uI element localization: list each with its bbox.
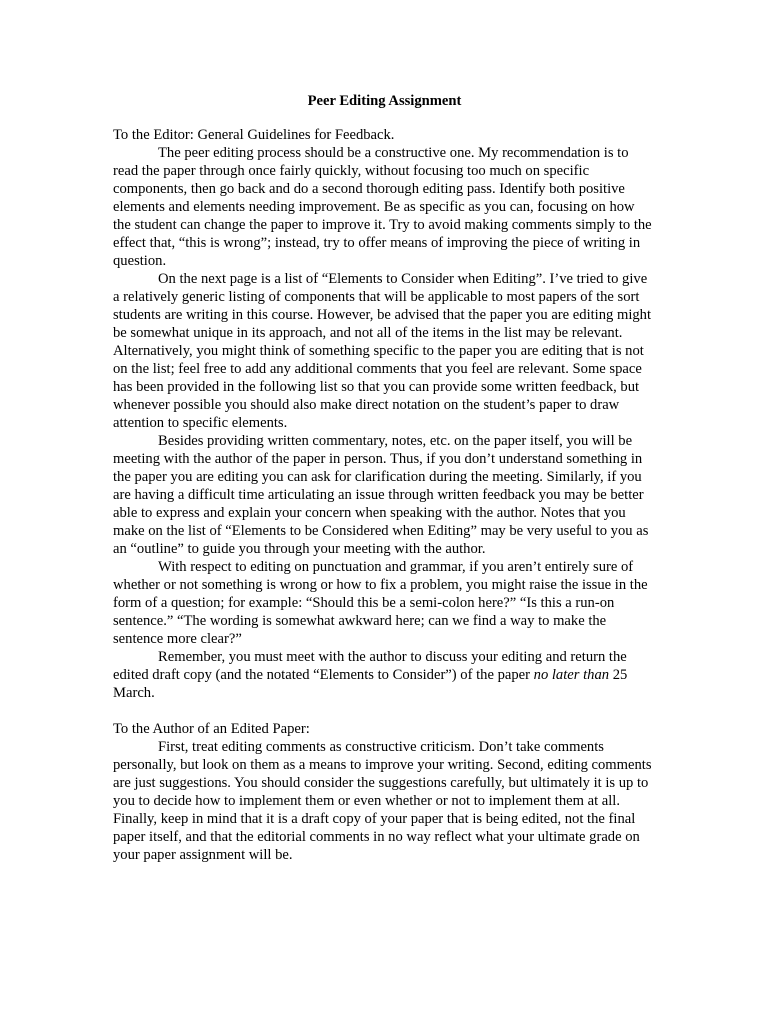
deadline-text-after: 25 March. xyxy=(113,667,628,701)
editor-paragraph-4: With respect to editing on punctuation and grammar, if you aren’t entirely sure of whether or not something is wrong or how to fix a problem, you might raise the issue in the form of a question; for example: “Should this be a semi-colon here?” “Is this a run-on sentence.” “The wording is somewhat awkward here; can we find a way to make the sentence more clear?” xyxy=(113,559,648,647)
deadline-emphasis: no later than xyxy=(533,667,610,683)
author-section xyxy=(113,720,656,864)
author-section-heading: To the Author of an Edited Paper: xyxy=(113,721,310,737)
editor-paragraph-1: The peer editing process should be a constructive one. My recommendation is to read the paper through once fairly quickly, without focusing too much on specific components, then go back and do a second thorough editing pass. Identify both positive elements and elements needing improvement. Be as specific as you can, focusing on how the student can change the paper to improve it. Try to avoid making comments simply to the effect that, “this is wrong”; instead, try to offer means of improving the piece of writing in question. xyxy=(113,145,652,269)
section-spacer xyxy=(113,702,656,720)
editor-paragraph-5 xyxy=(113,648,656,702)
editor-paragraph-2: On the next page is a list of “Elements to Consider when Editing”. I’ve tried to give a relatively generic listing of components that will be applicable to most papers of the sort students are writing in this course. However, be advised that the paper you are editing might be somewhat unique in its approach, and not all of the items in the list may be relevant. Alternatively, you might think of something specific to the paper you are editing that is not on the list; feel free to add any additional comments that you feel are relevant. Some space has been provided in the following list so that you can provide some written feedback, but whenever possible you should also make direct notation on the student’s paper to draw attention to specific elements. xyxy=(113,271,652,431)
editor-section-heading: To the Editor: General Guidelines for Feedback. xyxy=(113,127,395,143)
deadline-text-before: Remember, you must meet with the author to discuss your editing and return the edited draft copy (and the notated “Elements to Consider”) of the paper xyxy=(113,649,627,683)
document-page xyxy=(113,92,656,864)
document-title: Peer Editing Assignment xyxy=(307,93,462,109)
editor-section xyxy=(113,126,656,702)
author-paragraph-1: First, treat editing comments as constructive criticism. Don’t take comments personally, but look on them as a means to improve your writing. Second, editing comments are just suggestions. You should consider the suggestions carefully, but ultimately it is up to you to decide how to implement them or even whether or not to implement them at all. Finally, keep in mind that it is a draft copy of your paper that is being edited, not the final paper itself, and that the editorial comments in no way reflect what your ultimate grade on your paper assignment will be. xyxy=(113,739,652,863)
editor-paragraph-3: Besides providing written commentary, notes, etc. on the paper itself, you will be meeting with the author of the paper in person. Thus, if you don’t understand something in the paper you are editing you can ask for clarification during the meeting. Similarly, if you are having a difficult time articulating an issue through written feedback you may be better able to express and explain your concern when speaking with the author. Notes that you make on the list of “Elements to be Considered when Editing” may be very useful to you as an “outline” to guide you through your meeting with the author. xyxy=(113,433,649,557)
